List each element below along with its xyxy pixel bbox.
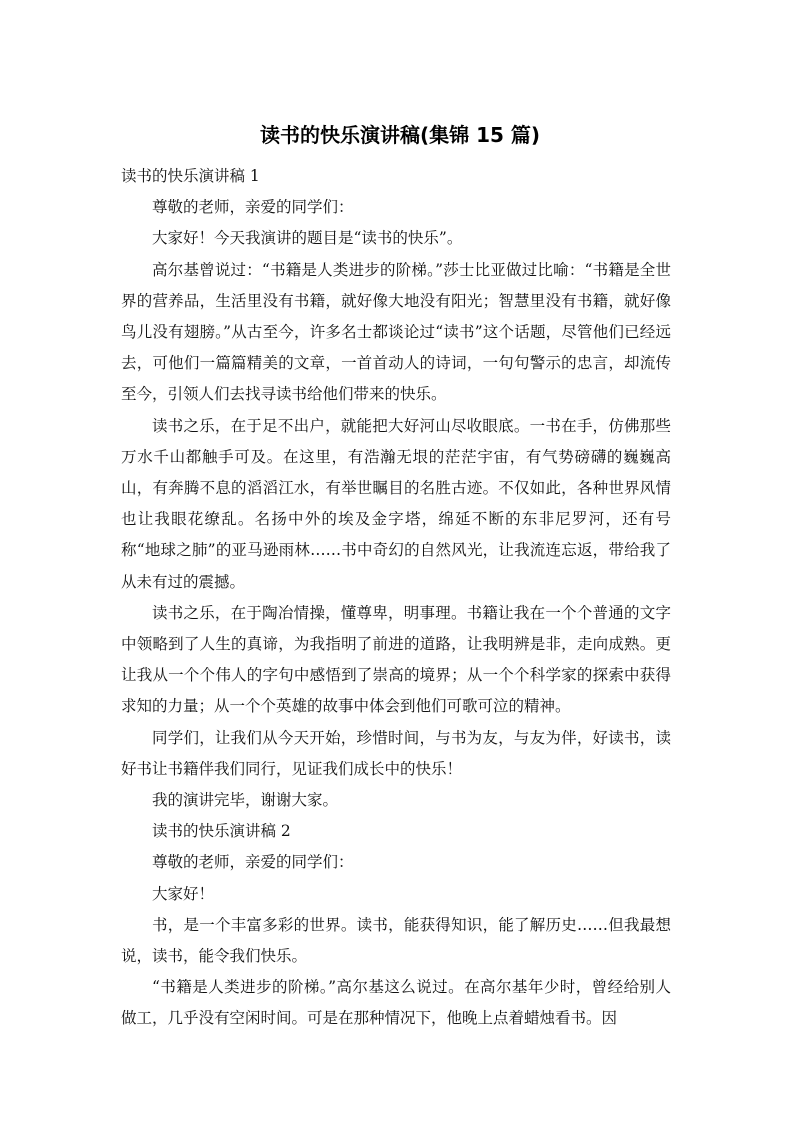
paragraph: 读书之乐，在于足不出户，就能把大好河山尽收眼底。一书在手，仿佛那些万水千山都触手可及。在这里，有浩瀚无垠的茫茫宇宙，有气势磅礴的巍巍高山，有奔腾不息的滔滔江水，有举世瞩目的名胜古迹。不仅如此，各种世界风情也让我眼花缭乱。名扬中外的埃及金字塔，绵延不断的东非尼罗河，还有号称“地球之肺”的亚马逊雨林……书中奇幻的自然风光，让我流连忘返，带给我了从未有过的震撼。 (121, 416, 671, 591)
paragraph: 大家好！ (152, 884, 215, 903)
paragraph: 书，是一个丰富多彩的世界。读书，能获得知识，能了解历史……但我最想说，读书，能令我们快乐。 (121, 915, 671, 966)
paragraph: 尊敬的老师，亲爱的同学们： (152, 853, 354, 872)
paragraph: 高尔基曾说过：“书籍是人类进步的阶梯。”莎士比亚做过比喻：“书籍是全世界的营养品，生活里没有书籍，就好像大地没有阳光；智慧里没有书籍，就好像鸟儿没有翅膀。”从古至今，许多名士都谈论过“读书”这个话题，尽管他们已经远去，可他们一篇篇精美的文章，一首首动人的诗词，一句句警示的忠言，却流传至今，引领人们去找寻读书给他们带来的快乐。 (121, 260, 671, 404)
paragraph: 同学们，让我们从今天开始，珍惜时间，与书为友，与友为伴，好读书，读好书让书籍伴我们同行，见证我们成长中的快乐！ (121, 728, 671, 778)
paragraph: 我的演讲完毕，谢谢大家。 (152, 791, 339, 810)
paragraph: 大家好！今天我演讲的题目是“读书的快乐”。 (152, 229, 463, 248)
paragraph: “书籍是人类进步的阶梯。”高尔基这么说过。在高尔基年少时，曾经给别人做工，几乎没有空闲时间。可是在那种情况下，他晚上点着蜡烛看书。因 (121, 978, 671, 1028)
document-title: 读书的快乐演讲稿(集锦 15 篇) (259, 123, 541, 147)
section-heading: 读书的快乐演讲稿 2 (152, 822, 291, 841)
paragraph: 读书之乐，在于陶冶情操，懂尊卑，明事理。书籍让我在一个个普通的文字中领略到了人生的真谛，为我指明了前进的道路，让我明辨是非，走向成熟。更让我从一个个伟人的字句中感悟到了崇高的境界；从一个个科学家的探索中获得求知的力量；从一个个英雄的故事中体会到他们可歌可泣的精神。 (121, 603, 671, 716)
document-body (121, 161, 671, 1035)
section-heading: 读书的快乐演讲稿 1 (121, 167, 260, 185)
paragraph: 尊敬的老师，亲爱的同学们： (152, 198, 354, 217)
